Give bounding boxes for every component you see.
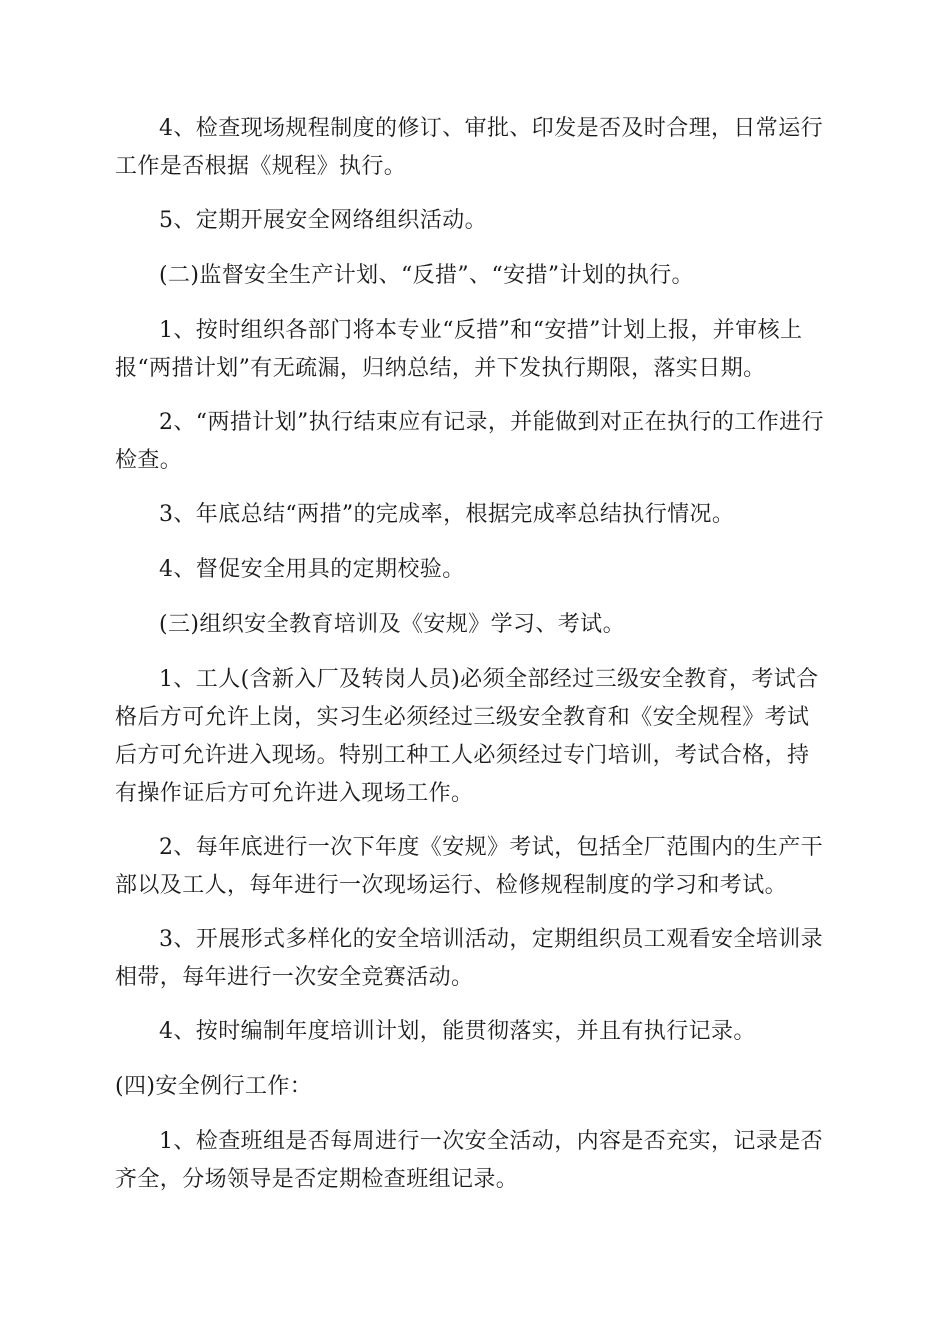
paragraph-annual-exam: 2、每年底进行一次下年度《安规》考试，包括全厂范围内的生产干部以及工人，每年进行一次现场运行、检修规程制度的学习和考试。 [115,835,823,898]
paragraph-report-plans: 1、按时组织各部门将本专业“反措”和“安措”计划上报，并审核上报“两措计划”有无疏漏，归纳总结，并下发执行期限，落实日期。 [115,318,803,381]
section-heading-three: (三)组织安全教育培训及《安规》学习、考试。 [159,612,625,637]
paragraph-team-activities: 1、检查班组是否每周进行一次安全活动，内容是否充实，记录是否齐全，分场领导是否定期检查班组记录。 [115,1129,823,1192]
paragraph-tool-inspection: 4、督促安全用具的定期校验。 [159,557,465,582]
paragraph-check-regulations: 4、检查现场规程制度的修订、审批、印发是否及时合理，日常运行工作是否根据《规程》执行。 [115,116,823,179]
paragraph-training-activities: 3、开展形式多样化的安全培训活动，定期组织员工观看安全培训录相带，每年进行一次安全竞赛活动。 [115,927,823,990]
paragraph-plan-records: 2、“两措计划”执行结束应有记录，并能做到对正在执行的工作进行检查。 [115,410,824,473]
paragraph-safety-network: 5、定期开展安全网络组织活动。 [159,208,487,233]
paragraph-worker-education: 1、工人(含新入厂及转岗人员)必须全部经过三级安全教育，考试合格后方可允许上岗，实习生必须经过三级安全教育和《安全规程》考试后方可允许进入现场。特别工种工人必须经过专门培训，考试合格，持有操作证后方可允许进入现场工作。 [115,667,819,806]
section-heading-four: (四)安全例行工作： [115,1074,313,1099]
paragraph-year-end-summary: 3、年底总结“两措”的完成率，根据完成率总结执行情况。 [159,502,735,527]
paragraph-training-plan: 4、按时编制年度培训计划，能贯彻落实，并且有执行记录。 [159,1019,756,1044]
section-heading-two: (二)监督安全生产计划、“反措”、“安措”计划的执行。 [159,263,694,288]
